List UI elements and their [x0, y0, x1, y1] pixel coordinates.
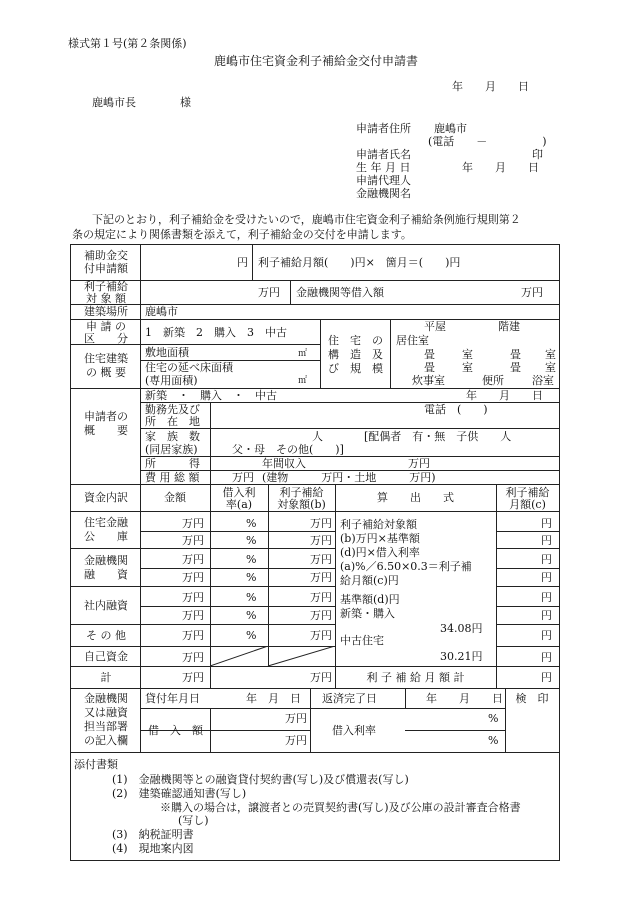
building-land-breakdown: (建物 万円・土地 万円) — [262, 471, 436, 484]
fund-rate-unit: % — [246, 571, 257, 584]
fund-row-other: そ の 他 — [86, 629, 126, 642]
fund-monthly-unit: 円 — [541, 609, 552, 622]
kitchen-label: 炊事室 — [412, 374, 445, 387]
fund-monthly-unit: 円 — [541, 534, 552, 547]
fund-monthly-unit: 円 — [541, 591, 552, 604]
subsidy-yen-unit: 円 — [237, 256, 248, 269]
fund-rate-unit: % — [246, 517, 257, 530]
fund-target-unit: 万円 — [310, 591, 332, 604]
build-category-date: 年 月 日 — [466, 389, 543, 402]
build-category: 新築 ・ 購入 ・ 中古 — [145, 389, 277, 402]
workplace-phone: 電話 ( ) — [424, 403, 488, 416]
funds-col-target-1: 利子補給 — [279, 486, 324, 499]
family-label-1: 家 族 数 — [145, 430, 200, 443]
fund-row-self: 自己資金 — [84, 650, 128, 663]
row-subsidy-label-1: 補助金交 — [84, 249, 128, 262]
room-count-1: 室 — [462, 348, 473, 361]
attachment-4: (4) 現地案内図 — [112, 842, 194, 855]
fund-amount-unit: 万円 — [182, 671, 204, 684]
fund-row-bank-2: 融 資 — [84, 568, 128, 581]
applicant-overview-label-1: 申請者の — [84, 410, 128, 423]
room-count-4: 室 — [545, 361, 556, 374]
fund-target-unit: 万円 — [310, 609, 332, 622]
attachments-title: 添付書類 — [74, 758, 118, 771]
fund-rate-unit: % — [246, 591, 257, 604]
intro-line-1: 下記のとおり，利子補給金を受けたいので，鹿嶋市住宅資金利子補給条例施行規則第２ — [92, 213, 521, 226]
funds-col-target-2: 対象額(b) — [277, 498, 326, 511]
annual-income-unit: 万円 — [408, 457, 430, 470]
loan-rate-unit-1: % — [488, 712, 499, 725]
formula-rate-new: 34.08円 — [440, 622, 483, 635]
fund-row-total: 計 — [100, 671, 112, 684]
loan-date-label: 貸付年月日 — [145, 692, 200, 705]
overview-label-1: 住宅建築 — [84, 352, 128, 365]
loan-amount-unit-2: 万円 — [285, 734, 307, 747]
funds-col-formula: 算 出 式 — [377, 491, 454, 504]
fund-amount-unit: 万円 — [182, 591, 204, 604]
formula-line-9: 中古住宅 — [340, 634, 384, 647]
structure-label-3: び 規 模 — [328, 362, 383, 375]
workplace-label-1: 勤務先及び — [145, 403, 200, 416]
floor-area-label-2: (専用面積) — [145, 374, 198, 387]
total-cost-unit: 万円 — [232, 471, 254, 484]
fund-monthly-unit: 円 — [541, 671, 552, 684]
room-tatami-2: 畳 — [510, 348, 521, 361]
floors-label: 階建 — [498, 320, 520, 333]
structure-label-2: 構 造 及 — [328, 348, 383, 361]
birth-date-value: 年 月 日 — [462, 161, 539, 174]
family-label-2: (同居家族) — [145, 443, 198, 456]
applicant-phone: (電話 － ) — [428, 135, 547, 148]
funds-col-monthly-2: 月額(c) — [509, 498, 546, 511]
bank-label-3: 担当部署 — [84, 720, 128, 733]
loan-amount-label: 借 入 額 — [148, 724, 203, 737]
fund-amount-unit: 万円 — [182, 629, 204, 642]
applicant-overview-label-2: 概 要 — [84, 424, 128, 437]
fund-monthly-unit: 円 — [541, 629, 552, 642]
living-room-label: 居住室 — [396, 334, 429, 347]
funds-col-rate-2: 率(a) — [225, 498, 253, 511]
total-cost-label: 費 用 総 額 — [145, 471, 200, 484]
fund-row-koko-1: 住宅金融 — [84, 516, 128, 529]
formula-line-3: (d)円×借入利率 — [340, 546, 420, 559]
fund-rate-unit: % — [246, 609, 257, 622]
fund-rate-unit: % — [246, 629, 257, 642]
funds-col-breakdown: 資金内訳 — [84, 491, 128, 504]
formula-rate-used: 30.21円 — [440, 650, 483, 663]
addressee: 鹿嶋市長 様 — [92, 96, 191, 109]
annual-income-label: 年間収入 — [262, 457, 306, 470]
agent-label: 申請代理人 — [356, 174, 411, 187]
funds-col-amount: 金額 — [164, 491, 186, 504]
room-count-3: 室 — [462, 361, 473, 374]
bank-name-label: 金融機関名 — [356, 187, 411, 200]
fund-amount-unit: 万円 — [182, 534, 204, 547]
target-man-unit: 万円 — [258, 286, 280, 299]
fund-target-unit: 万円 — [310, 629, 332, 642]
funds-col-rate-1: 借入利 — [222, 486, 256, 499]
flat-label: 平屋 — [424, 320, 446, 333]
fund-monthly-unit: 円 — [541, 571, 552, 584]
page-title: 鹿嶋市住宅資金利子補給金交付申請書 — [214, 54, 419, 68]
loan-rate-unit-2: % — [488, 734, 499, 747]
site-area-label: 敷地面積 — [145, 346, 189, 359]
fund-monthly-unit: 円 — [541, 651, 552, 664]
repay-date-label: 返済完了日 — [322, 692, 377, 705]
income-label: 所 得 — [145, 457, 200, 470]
fund-amount-unit: 万円 — [182, 609, 204, 622]
floor-area-label-1: 住宅の延べ床面積 — [145, 361, 233, 374]
fund-monthly-unit: 円 — [541, 517, 552, 530]
fund-target-unit: 万円 — [310, 517, 332, 530]
category-label-1: 申 請 の — [86, 320, 126, 333]
workplace-label-2: 所 在 地 — [145, 415, 200, 428]
formula-line-4: (a)%／6.50×0.3＝利子補 — [340, 560, 472, 573]
fund-target-unit: 万円 — [310, 671, 332, 684]
room-tatami-3: 畳 — [424, 361, 435, 374]
fund-rate-unit: % — [246, 553, 257, 566]
attachment-2: (2) 建築確認通知書(写し) — [112, 787, 247, 800]
structure-label-1: 住 宅 の — [328, 334, 383, 347]
floor-area-sqm: ㎡ — [298, 376, 308, 386]
overview-label-2: の 概 要 — [86, 366, 126, 379]
fund-amount-unit: 万円 — [182, 651, 204, 664]
applicant-address-label: 申請者住所 — [356, 122, 411, 135]
application-date: 年 月 日 — [452, 80, 529, 93]
loan-amount-unit-1: 万円 — [285, 712, 307, 725]
fund-row-koko-2: 公 庫 — [84, 530, 128, 543]
funds-col-monthly-1: 利子補給 — [505, 486, 550, 499]
site-area-sqm: ㎡ — [298, 349, 308, 359]
fund-amount-unit: 万円 — [182, 553, 204, 566]
toilet-label: 便所 — [482, 374, 504, 387]
fund-row-bank-1: 金融機関 — [84, 554, 128, 567]
formula-line-6: 基準額(d)円 — [340, 593, 400, 606]
bank-loan-man-unit: 万円 — [521, 286, 543, 299]
inspection-seal-label: 検 印 — [515, 692, 549, 705]
bank-label-2: 又は融資 — [84, 706, 128, 719]
fund-target-unit: 万円 — [310, 571, 332, 584]
fund-target-unit: 万円 — [310, 534, 332, 547]
bank-loan-label: 金融機関等借入額 — [296, 286, 384, 299]
attachment-3: (3) 納税証明書 — [112, 828, 194, 841]
fund-amount-unit: 万円 — [182, 517, 204, 530]
attachment-note: ※購入の場合は，譲渡者との売買契約書(写し)及び公庫の設計審査合格書 — [160, 801, 521, 814]
fund-amount-unit: 万円 — [182, 571, 204, 584]
bank-label-1: 金融機関 — [84, 692, 128, 705]
spouse-children: [配偶者 有・無 子供 人 — [364, 430, 512, 443]
applicant-address-value: 鹿嶋市 — [434, 122, 467, 135]
total-monthly-label: 利 子 補 給 月 額 計 — [366, 671, 465, 684]
loan-date-value: 年 月 日 — [246, 692, 301, 705]
formula-line-2: (b)万円×基準額 — [340, 532, 420, 545]
bank-label-4: の記入欄 — [84, 734, 128, 747]
row-target-label-2: 対 象 額 — [86, 292, 126, 305]
repay-date-value: 年 月 日 — [426, 692, 503, 705]
attachment-1: (1) 金融機関等との融資貸付契約書(写し)及び償還表(写し) — [112, 773, 409, 786]
row-target-label-1: 利子補給 — [84, 280, 128, 293]
formula-line-5: 給月額(c)円 — [340, 574, 399, 587]
applicant-name-label: 申請者氏名 — [356, 148, 411, 161]
fund-row-company: 社内融資 — [84, 599, 128, 612]
seal-mark: 印 — [532, 148, 543, 161]
intro-line-2: 条の規定により関係書類を添えて，利子補給金の交付を申請します。 — [72, 228, 412, 241]
attachment-note-cont: (写し) — [178, 814, 209, 827]
self-fund-diagonal — [210, 646, 335, 666]
fund-target-unit: 万円 — [310, 553, 332, 566]
parents-other: 父・母 その他( )] — [232, 443, 344, 456]
category-label-2: 区 分 — [84, 332, 128, 345]
row-subsidy-label-2: 付申請額 — [84, 262, 128, 275]
fund-monthly-unit: 円 — [541, 553, 552, 566]
room-tatami-1: 畳 — [424, 348, 435, 361]
monthly-formula: 利子補給月額( )円× 箇月＝( )円 — [258, 256, 461, 269]
room-count-2: 室 — [545, 348, 556, 361]
formula-line-7: 新築・購入 — [340, 607, 395, 620]
formula-line-1: 利子補給対象額 — [340, 518, 417, 531]
loan-rate-label: 借入利率 — [332, 724, 376, 737]
birth-date-label: 生 年 月 日 — [356, 161, 411, 174]
build-site-value: 鹿嶋市 — [145, 305, 178, 318]
category-options: 1 新築 2 購入 3 中古 — [145, 326, 287, 339]
room-tatami-4: 畳 — [510, 361, 521, 374]
bath-label: 浴室 — [532, 374, 554, 387]
build-site-label: 建築場所 — [84, 305, 128, 318]
form-number: 様式第１号(第２条関係) — [68, 37, 187, 50]
fund-rate-unit: % — [246, 534, 257, 547]
family-persons-unit: 人 — [312, 430, 323, 443]
